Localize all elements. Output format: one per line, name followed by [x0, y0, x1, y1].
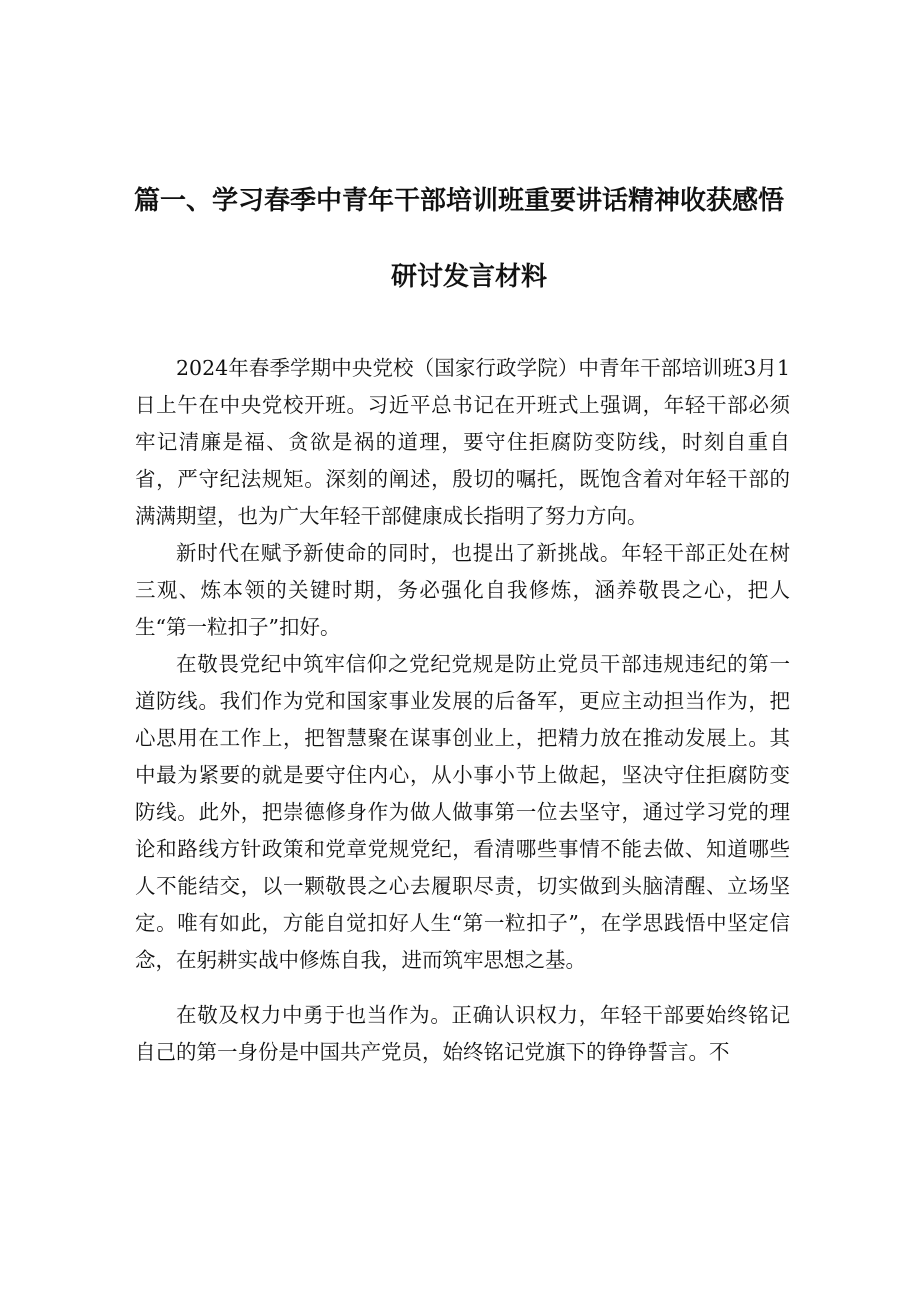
- paragraph-2: 新时代在赋予新使命的同时，也提出了新挑战。年轻干部正处在树三观、炼本领的关键时期，务必强化自我修炼，涵养敬畏之心，把人生“第一粒扣子”扣好。: [135, 541, 790, 639]
- paragraph-3: 在敬畏党纪中筑牢信仰之党纪党规是防止党员干部违规违纪的第一道防线。我们作为党和国家事业发展的后备军，更应主动担当作为，把心思用在工作上，把智慧聚在谋事创业上，把精力放在推动发展上。其中最为紧要的就是要守住内心，从小事小节上做起，坚决守住拒腐防变防线。此外，把崇德修身作为做人做事第一位去坚守，通过学习党的理论和路线方针政策和党章党规党纪，看清哪些事情不能去做、知道哪些人不能结交，以一颗敬畏之心去履职尽责，切实做到头脑清醒、立场坚定。唯有如此，方能自觉扣好人生“第一粒扣子”，在学思践悟中坚定信念，在躬耕实战中修炼自我，进而筑牢思想之基。: [135, 652, 790, 972]
- paragraph-4: 在敬及权力中勇于也当作为。正确认识权力，年轻干部要始终铭记自己的第一身份是中国共产党员，始终铭记党旗下的铮铮誓言。不: [135, 1003, 790, 1064]
- document-title-line-1: 篇一、学习春季中青年干部培训班重要讲话精神收获感悟: [134, 186, 785, 216]
- document-body: [135, 350, 790, 1071]
- paragraph-1: 2024年春季学期中央党校（国家行政学院）中青年干部培训班3月1日上午在中央党校开班。习近平总书记在开班式上强调，年轻干部必须牢记清廉是福、贪欲是祸的道理，要守住拒腐防变防线，时刻自重自省，严守纪法规矩。深刻的阐述，殷切的嘱托，既饱含着对年轻干部的满满期望，也为广大年轻干部健康成长指明了努力方向。: [135, 356, 790, 528]
- document-title-line-2: 研讨发言材料: [391, 262, 548, 292]
